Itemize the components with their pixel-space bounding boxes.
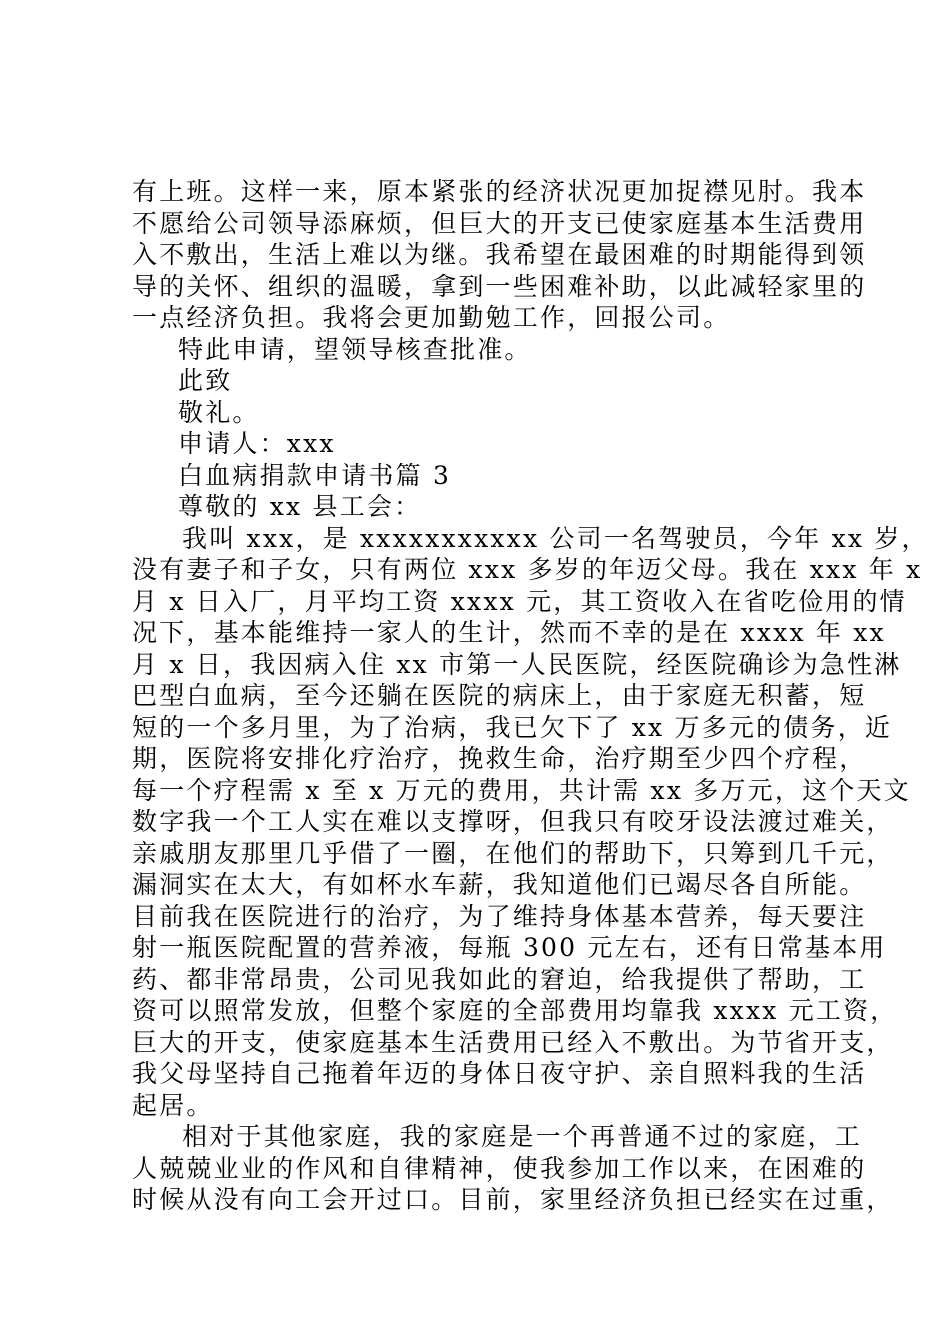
applicant-signature: 申请人：xxx	[178, 429, 336, 458]
paragraph-line: 药、都非常昂贵，公司见我如此的窘迫，给我提供了帮助，工	[132, 964, 867, 994]
paragraph-line: 我父母坚持自己拖着年迈的身体日夜守护、亲自照料我的生活	[132, 1059, 867, 1088]
paragraph-line: 导的关怀、组织的温暖，拿到一些困难补助，以此减轻家里的	[132, 271, 867, 301]
paragraph-line: 有上班。这样一来，原本紧张的经济状况更加捉襟见肘。我本	[132, 177, 867, 206]
paragraph-line: 月 x 日入厂，月平均工资 xxxx 元，其工资收入在省吃俭用的情	[132, 586, 907, 616]
paragraph-line: 短的一个多月里，为了治病，我已欠下了 xx 万多元的债务，近	[132, 712, 893, 742]
paragraph-line: 巨大的开支，使家庭基本生活费用已经入不敷出。为节省开支，	[132, 1027, 894, 1057]
paragraph-line: 期，医院将安排化疗治疗，挽救生命，治疗期至少四个疗程，	[132, 744, 867, 773]
paragraph-line: 人兢兢业业的作风和自律精神，使我参加工作以来，在困难的	[132, 1153, 867, 1183]
paragraph-line: 入不敷出，生活上难以为继。我希望在最困难的时期能得到领	[132, 240, 867, 269]
salutation-line-1: 此致	[178, 366, 233, 395]
paragraph-line: 巴型白血病，至今还躺在医院的病床上，由于家庭无积蓄，短	[132, 681, 867, 710]
section-title: 白血病捐款申请书篇 3	[178, 460, 452, 490]
paragraph-line: 一点经济负担。我将会更加勤勉工作，回报公司。	[132, 303, 731, 332]
paragraph-line: 起居。	[132, 1090, 214, 1120]
paragraph-line: 资可以照常发放，但整个家庭的全部费用均靠我 xxxx 元工资，	[132, 996, 898, 1025]
paragraph-continuation	[132, 176, 867, 334]
paragraph-line: 月 x 日，我因病入住 xx 市第一人民医院，经医院确诊为急性淋	[132, 649, 902, 679]
paragraph-line: 射一瓶医院配置的营养液，每瓶 300 元左右，还有日常基本用	[132, 933, 887, 962]
paragraph-line: 时候从没有向工会开过口。目前，家里经济负担已经实在过重，	[132, 1185, 894, 1214]
paragraph-family-situation	[132, 1121, 894, 1216]
paragraph-line: 每一个疗程需 x 至 x 万元的费用，共计需 xx 多万元，这个天文	[132, 775, 911, 805]
paragraph-line: 况下，基本能维持一家人的生计，然而不幸的是在 xxxx 年 xx	[132, 618, 886, 647]
paragraph-line: 数字我一个工人实在难以支撑呀，但我只有咬牙设法渡过难关，	[132, 807, 894, 836]
document-body	[132, 176, 929, 1216]
paragraph-line: 漏洞实在太大，有如杯水车薪，我知道他们已竭尽各自所能。	[132, 870, 867, 899]
paragraph-line: 没有妻子和子女，只有两位 xxx 多岁的年迈父母。我在 xxx 年 x	[132, 555, 923, 584]
paragraph-line: 我叫 xxx，是 xxxxxxxxxxx 公司一名驾驶员，今年 xx 岁，	[182, 523, 929, 553]
closing-request: 特此申请，望领导核查批准。	[178, 334, 532, 364]
paragraph-line: 亲戚朋友那里几乎借了一圈，在他们的帮助下，只筹到几千元，	[132, 838, 894, 868]
paragraph-line: 不愿给公司领导添麻烦，但巨大的开支已使家庭基本生活费用	[132, 208, 867, 238]
paragraph-line: 相对于其他家庭，我的家庭是一个再普通不过的家庭，工	[182, 1122, 863, 1151]
salutation-line-2: 敬礼。	[178, 397, 260, 427]
paragraph-main-request	[132, 523, 929, 1122]
addressee: 尊敬的 xx 县工会：	[178, 492, 422, 521]
paragraph-line: 目前我在医院进行的治疗，为了维持身体基本营养，每天要注	[132, 901, 867, 931]
